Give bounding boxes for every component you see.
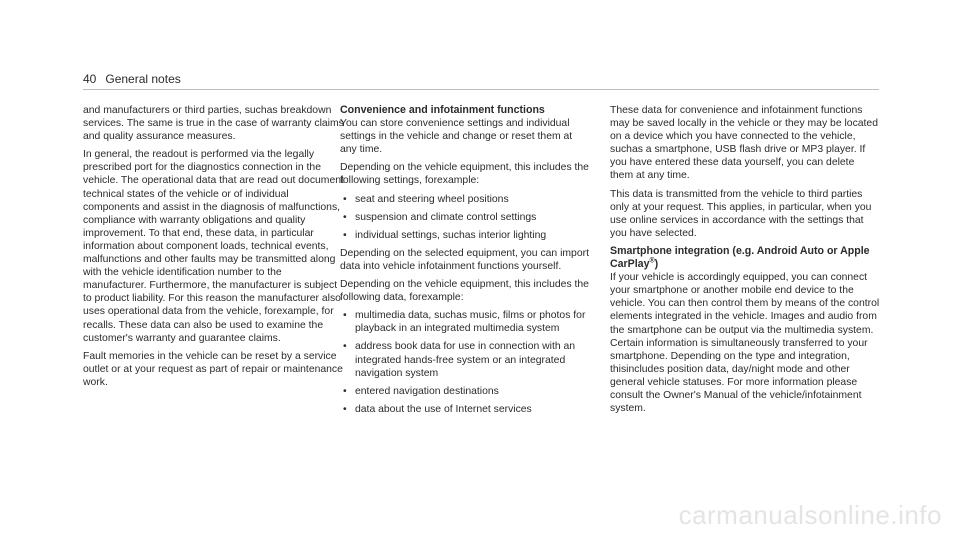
- paragraph: Depending on the vehicle equipment, this includes the following data, forexample:: [340, 279, 589, 304]
- watermark: carmanualsonline.info: [678, 500, 942, 530]
- paragraph: and manufacturers or third parties, suchas breakdown services. The same is true in the case of warranty claims and quality assurance measures.: [83, 105, 344, 143]
- list-item: • multimedia data, suchas music, films or photos for playback in an integrated multimedia system: [340, 309, 590, 335]
- paragraph: These data for convenience and infotainment functions may be saved locally in the vehicle or they may be located on a device which you have connected to the vehicle, suchas a smartphone, USB flash drive or MP3 player. If you have entered these data yourself, you can delete them at any time.: [610, 105, 878, 182]
- list-item: • suspension and climate control settings: [340, 211, 590, 224]
- list-item: • individual settings, suchas interior lighting: [340, 229, 590, 242]
- section-heading-smartphone: Smartphone integration (e.g. Android Auto or Apple CarPlay®): [610, 244, 870, 271]
- section-title: General notes: [105, 72, 181, 86]
- page-number: 40: [83, 72, 97, 86]
- list-item: • seat and steering wheel positions: [340, 193, 590, 206]
- page-header: [83, 72, 181, 86]
- paragraph: Fault memories in the vehicle can be reset by a service outlet or at your request as part of repair or maintenance work.: [83, 350, 343, 388]
- paragraph: If your vehicle is accordingly equipped, you can connect your smartphone or another mobile end device to the vehicle. You can then control them by means of the control elements integrated in the vehicle. Images and audio from the smartphone can be output via the multimedia system. Certain information is simultaneously transferred to your smartphone. Depending on the type and integration, thisincludes position data, day/night mode and other general vehicle statuses. For more information please consult the Owner's Manual of the vehicle/infotainment system.: [610, 272, 880, 415]
- registered-mark: ®: [649, 257, 655, 265]
- list-item: • address book data for use in connection with an integrated hands-free system or an integrated navigation system: [340, 340, 590, 379]
- section-heading-convenience: Convenience and infotainment functions: [340, 104, 545, 116]
- paragraph: This data is transmitted from the vehicle to third parties only at your request. This applies, in particular, when you use online services in accordance with the settings that you have selected.: [610, 188, 872, 239]
- header-divider: [83, 89, 879, 90]
- list-item: • data about the use of Internet services: [340, 403, 590, 416]
- settings-list: [340, 193, 590, 242]
- column-3: [610, 104, 880, 420]
- paragraph: In general, the readout is performed via the legally prescribed port for the diagnostics connection in the vehicle. The operational data that are read out document technical states of the vehicle or of individual components and assist in the diagnosis of malfunctions, compliance with warranty obligations and quality improvement. To that end, these data, in particular information about component loads, technical events, malfunctions and other faults may be transmitted along with the vehicle identification number to the manufacturer. Furthermore, the manufacturer is subject to product liability. For this reason the manufacturer also uses operational data from the vehicle, forexample, for recalls. These data can also be used to examine the customer's warranty and guarantee claims.: [83, 149, 344, 344]
- paragraph: Depending on the selected equipment, you can import data into vehicle infotainment functions yourself.: [340, 247, 589, 272]
- paragraph: Depending on the vehicle equipment, this includes the following settings, forexample:: [340, 162, 589, 187]
- paragraph: You can store convenience settings and individual settings in the vehicle and change or reset them at any time.: [340, 118, 573, 156]
- list-item: • entered navigation destinations: [340, 385, 590, 398]
- column-2: [340, 104, 590, 421]
- data-list: [340, 309, 590, 416]
- column-1: [83, 104, 345, 394]
